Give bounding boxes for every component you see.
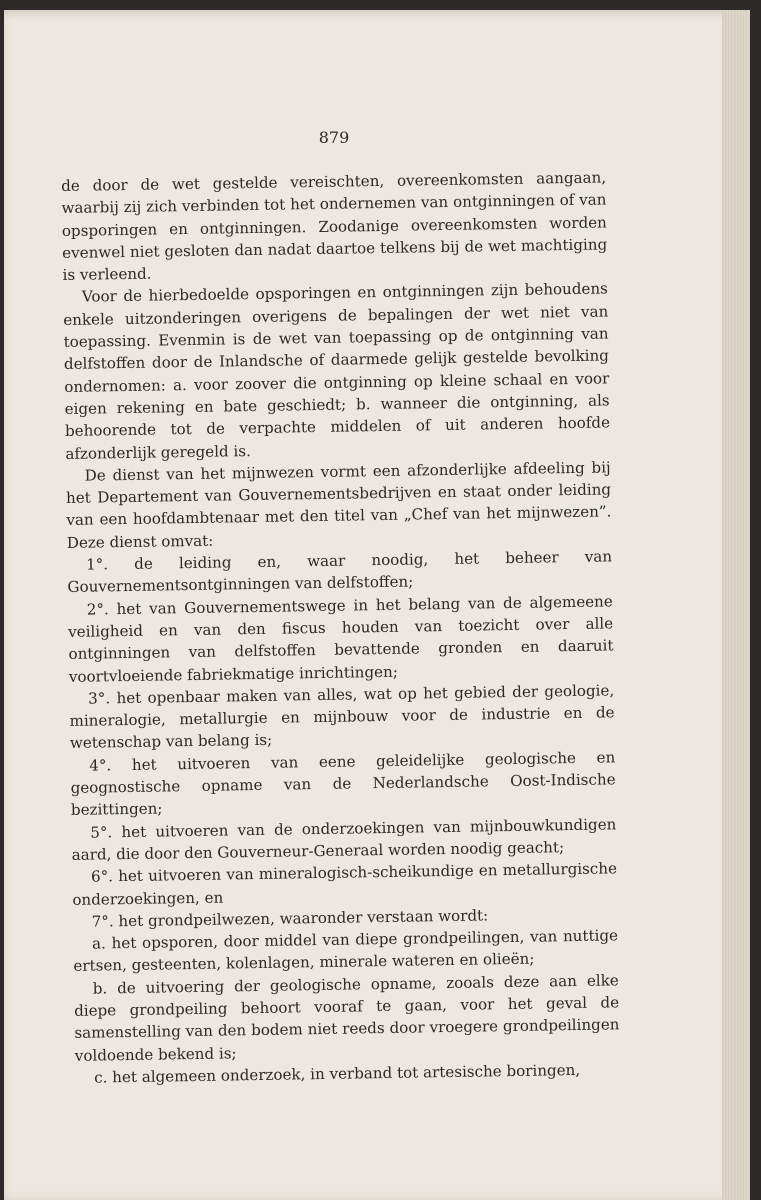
- sub-item-c: c. het algemeen onderzoek, in verband tot artesische boringen,: [94, 1060, 581, 1087]
- list-item-7: 7°. het grondpeilwezen, waaronder verstaan wordt:: [91, 906, 489, 931]
- list-item-1: 1°. de leiding en, waar noodig, het beheer van Gouvernementsontginningen van delfstoffen;: [67, 547, 613, 597]
- list-item-3: 3°. het openbaar maken van alles, wat op het gebied der geologie, mineralogie, metallurgie en mijnbouw voor de industrie en de wetenschap van belang is;: [69, 681, 615, 753]
- paragraph-1: de door de wet gestelde vereischten, overeenkomsten aangaan, waarbij zij zich verbinden tot het ondernemen van ontginningen of van opsporingen en ontginningen. Zoodanige overeenkomsten worden evenwel niet gesloten dan nadat daartoe telkens bij de wet machtiging is verleend.: [61, 168, 608, 285]
- sub-item-b: b. de uitvoering der geologische opname, zooals deze aan elke diepe grondpeiling behoort vooraf te gaan, voor het geval de samenstelling van den bodem niet reeds door vroegere grondpeilingen voldoende bekend is;: [73, 971, 620, 1065]
- sub-item-a: a. het opsporen, door middel van diepe grondpeilingen, van nuttige ertsen, gesteenten, kolenlagen, minerale wateren en olieën;: [73, 926, 619, 976]
- list-item-2: 2°. het van Gouvernementswege in het belang van de algemeene veiligheid en van den fiscus houden van toezicht over alle ontginningen van delfstoffen bevattende gronden en daaruit voortvloeiende fabriekmatige inrichtingen;: [68, 592, 614, 686]
- paragraph-2: Voor de hierbedoelde opsporingen en ontginningen zijn behoudens enkele uitzonderingen overigens de bepalingen der wet niet van toepassing. Evenmin is de wet van toepassing op de ontginning van delfstoffen door de Inlandsche of daarmede gelijk gestelde bevolking ondernomen: a. voor zoover die ontginning op kleine schaal en voor eigen rekening en bate geschiedt; b. wanneer die ontginning, als behoorende tot de verpachte middelen of uit anderen hoofde afzonderlijk geregeld is.: [63, 279, 611, 463]
- paragraph-3: De dienst van het mijnwezen vormt een afzonderlijke afdeeling bij het Departement van Gouvernementsbedrijven en staat onder leiding van een hoofdambtenaar met den titel van „Chef van het mijnwezen”. Deze dienst omvat:: [65, 458, 612, 552]
- list-item-6: 6°. het uitvoeren van mineralogisch-scheikundige en metallurgische onderzoekingen, en: [72, 859, 618, 909]
- book-page: [4, 10, 750, 1200]
- page-edge: [722, 10, 750, 1200]
- list-item-5: 5°. het uitvoeren van de onderzoekingen van mijnbouwkundigen aard, die door den Gouverneur-Generaal worden noodig geacht;: [71, 814, 617, 864]
- page-number: 879: [318, 128, 350, 147]
- body-text: [61, 166, 620, 1089]
- list-item-4: 4°. het uitvoeren van eene geleidelijke geologische en geognostische opname van de Nederlandsche Oost-Indische bezittingen;: [70, 748, 616, 820]
